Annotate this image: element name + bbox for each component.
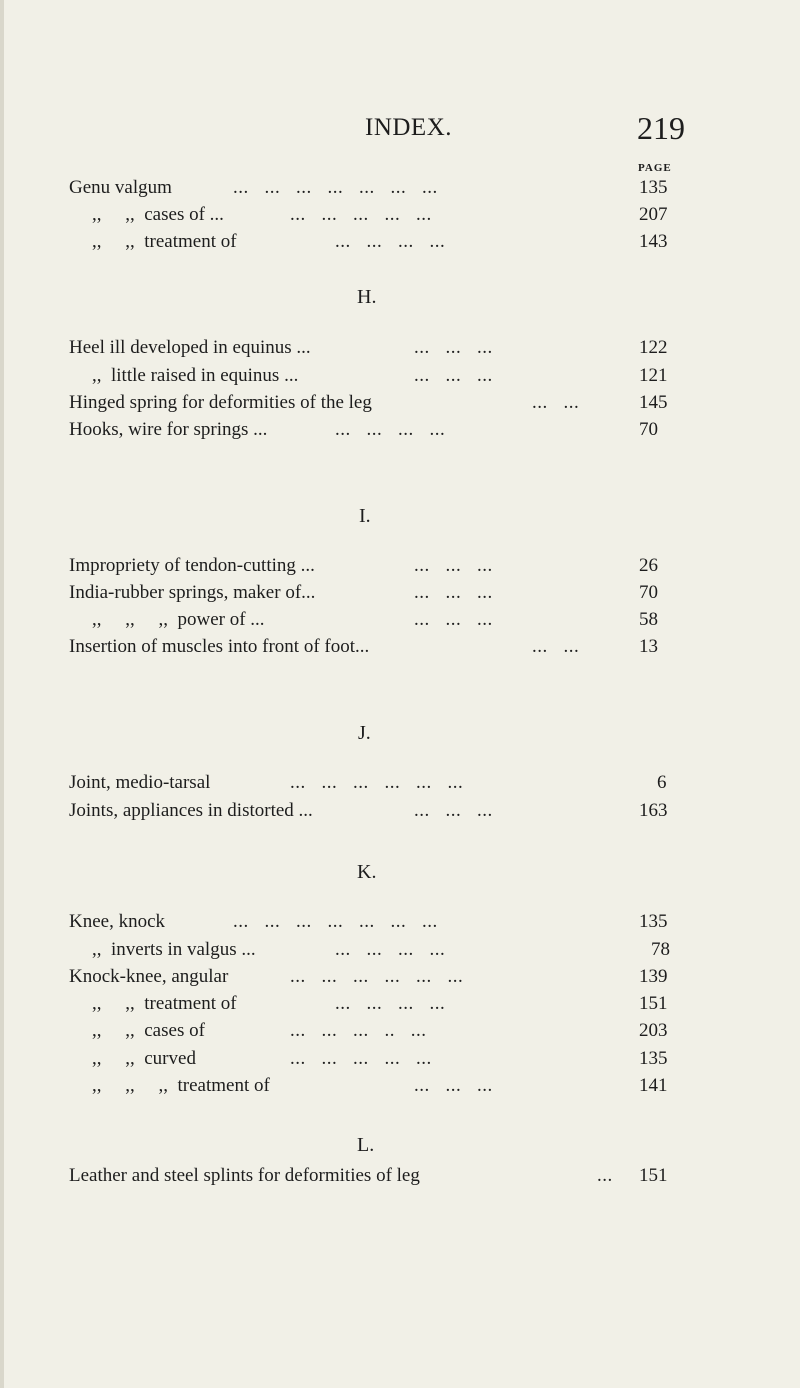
entry-leader: ... ... ...	[414, 609, 493, 630]
entry-text: ,, ,, ,, power of ...	[92, 609, 265, 630]
entry-leader: ... ... ... ... ...	[290, 1048, 432, 1069]
entry-text: Heel ill developed in equinus ...	[69, 337, 311, 358]
section-letter-h: H.	[357, 286, 377, 308]
index-entry	[0, 1162, 800, 1190]
entry-text: Hinged spring for deformities of the leg	[69, 392, 372, 413]
index-entry	[0, 174, 800, 202]
entry-leader: ... ... ... ...	[335, 419, 446, 440]
entry-page: 203	[639, 1020, 668, 1041]
entry-page: 78	[651, 939, 670, 960]
page-column-label: PAGE	[638, 162, 672, 174]
entry-page: 145	[639, 392, 668, 413]
index-entry	[0, 963, 800, 991]
entry-leader: ... ... ... ... ... ...	[290, 966, 464, 987]
entry-text: Knock-knee, angular	[69, 966, 229, 987]
index-entry	[0, 1045, 800, 1073]
index-entry	[0, 201, 800, 229]
entry-page: 151	[639, 1165, 668, 1186]
index-entry	[0, 769, 800, 797]
entry-page: 122	[639, 337, 668, 358]
entry-text: India-rubber springs, maker of...	[69, 582, 316, 603]
entry-leader: ... ... ... ... ...	[290, 204, 432, 225]
entry-text: Joint, medio-tarsal	[69, 772, 211, 793]
entry-leader: ... ...	[532, 636, 580, 657]
entry-page: 135	[639, 911, 668, 932]
page-number: 219	[637, 110, 685, 146]
entry-leader: ... ... ... ...	[335, 231, 446, 252]
entry-leader: ... ... ... ... ... ... ...	[233, 177, 438, 198]
entry-page: 70	[639, 419, 658, 440]
entry-leader: ... ... ...	[414, 582, 493, 603]
entry-leader: ... ... ... ... ... ...	[290, 772, 464, 793]
entry-text: ,, ,, curved	[92, 1048, 196, 1069]
entry-leader: ... ... ...	[414, 337, 493, 358]
index-entry	[0, 228, 800, 256]
index-entry	[0, 579, 800, 607]
index-entry	[0, 936, 800, 964]
entry-page: 70	[639, 582, 658, 603]
entry-text: ,, ,, cases of ...	[92, 204, 224, 225]
section-letter-j: J.	[358, 722, 371, 744]
entry-text: Knee, knock	[69, 911, 166, 932]
entry-page: 135	[639, 177, 668, 198]
index-entry	[0, 416, 800, 444]
entry-leader: ... ... ... ...	[335, 993, 446, 1014]
running-head	[0, 110, 800, 150]
entry-text: ,, inverts in valgus ...	[92, 939, 256, 960]
running-head-title: INDEX.	[365, 114, 453, 141]
entry-page: 58	[639, 609, 658, 630]
entry-leader: ... ... ...	[414, 800, 493, 821]
index-entry	[0, 1017, 800, 1045]
entry-text: ,, ,, ,, treatment of	[92, 1075, 270, 1096]
section-letter-k: K.	[357, 861, 377, 883]
entry-page: 163	[639, 800, 668, 821]
entry-page: 207	[639, 204, 668, 225]
section-letter-l: L.	[357, 1134, 375, 1156]
entry-leader: ... ... ... ... ... ... ...	[233, 911, 438, 932]
index-entry	[0, 1072, 800, 1100]
entry-text: ,, little raised in equinus ...	[92, 365, 299, 386]
entry-page: 135	[639, 1048, 668, 1069]
entry-page: 139	[639, 966, 668, 987]
entry-text: ,, ,, treatment of	[92, 993, 237, 1014]
entry-leader: ... ...	[532, 392, 580, 413]
index-entry	[0, 633, 800, 661]
entry-text: Impropriety of tendon-cutting ...	[69, 555, 315, 576]
entry-leader: ... ... ...	[414, 1075, 493, 1096]
entry-leader: ... ... ... .. ...	[290, 1020, 427, 1041]
index-entry	[0, 334, 800, 362]
entry-leader: ... ... ...	[414, 365, 493, 386]
index-entry	[0, 552, 800, 580]
entry-page: 151	[639, 993, 668, 1014]
index-entry	[0, 797, 800, 825]
index-entry	[0, 908, 800, 936]
entry-leader: ... ... ... ...	[335, 939, 446, 960]
entry-text: Joints, appliances in distorted ...	[69, 800, 313, 821]
entry-page: 141	[639, 1075, 668, 1096]
entry-text: ,, ,, treatment of	[92, 231, 237, 252]
index-entry	[0, 606, 800, 634]
entry-text: ,, ,, cases of	[92, 1020, 205, 1041]
index-entry	[0, 362, 800, 390]
entry-leader: ...	[597, 1165, 613, 1186]
entry-text: Leather and steel splints for deformities of leg	[69, 1165, 420, 1186]
entry-page: 13	[639, 636, 658, 657]
entry-leader: ... ... ...	[414, 555, 493, 576]
index-entry	[0, 990, 800, 1018]
section-letter-i: I.	[359, 505, 371, 527]
entry-text: Genu valgum	[69, 177, 172, 198]
index-entry	[0, 389, 800, 417]
entry-text: Insertion of muscles into front of foot...	[69, 636, 370, 657]
entry-page: 26	[639, 555, 658, 576]
entry-page: 143	[639, 231, 668, 252]
entry-page: 121	[639, 365, 668, 386]
entry-page: 6	[657, 772, 667, 793]
entry-text: Hooks, wire for springs ...	[69, 419, 268, 440]
